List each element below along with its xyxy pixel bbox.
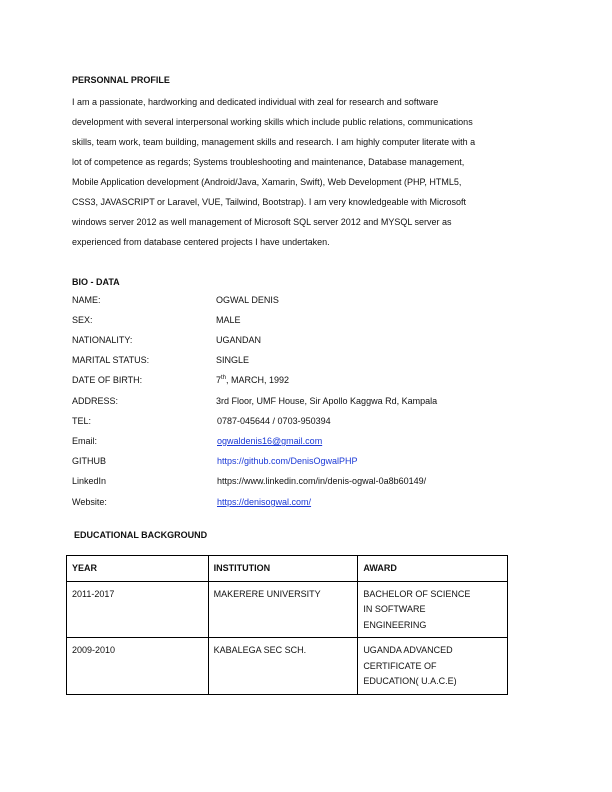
bio-label: NATIONALITY: [72, 335, 133, 345]
profile-line: Mobile Application development (Android/Java, Xamarin, Swift), Web Development (PHP, HTML5, [72, 177, 462, 187]
award-line: EDUCATION( U.A.C.E) [363, 676, 457, 686]
personal-profile-heading: PERSONNAL PROFILE [72, 75, 170, 85]
dob-rest: , MARCH, 1992 [226, 375, 290, 385]
bio-data-heading: BIO - DATA [72, 277, 120, 287]
education-table [66, 555, 508, 695]
profile-line: CSS3, JAVASCRIPT or Laravel, VUE, Tailwind, Bootstrap). I am very knowledgeable with Microsoft [72, 197, 466, 207]
cell-institution: MAKERERE UNIVERSITY [208, 581, 358, 638]
award-line: UGANDA ADVANCED [363, 645, 453, 655]
dob-day: 7 [216, 375, 222, 385]
bio-label: ADDRESS: [72, 396, 119, 406]
dob-ordinal-suffix: th [221, 375, 227, 381]
column-header-institution: INSTITUTION [208, 556, 358, 582]
bio-label: MARITAL STATUS: [72, 355, 150, 365]
personal-profile-paragraph [72, 92, 532, 252]
bio-label: Website: [72, 497, 107, 507]
column-header-award: AWARD [358, 556, 508, 582]
table-row [67, 638, 508, 695]
award-line: ENGINEERING [363, 619, 427, 630]
bio-value-sex: MALE [216, 315, 241, 325]
bio-value-tel: 0787-045644 / 0703-950394 [217, 416, 331, 426]
bio-label: DATE OF BIRTH: [72, 375, 143, 385]
bio-value-marital-status: SINGLE [216, 355, 250, 365]
profile-line: experienced from database centered projects I have undertaken. [72, 237, 330, 247]
profile-line: development with several interpersonal working skills which include public relations, communications [72, 117, 473, 127]
profile-line: lot of competence as regards; Systems troubleshooting and maintenance, Database management, [72, 157, 465, 167]
table-header-row [67, 556, 508, 582]
cell-year: 2011-2017 [67, 581, 209, 638]
column-header-year: YEAR [67, 556, 209, 582]
profile-line: windows server 2012 as well management of Microsoft SQL server 2012 and MYSQL server as [72, 217, 452, 227]
bio-label: NAME: [72, 295, 101, 305]
bio-label: Email: [72, 436, 98, 446]
award-line: IN SOFTWARE [363, 604, 426, 614]
cell-award [358, 638, 508, 695]
award-line: BACHELOR OF SCIENCE [363, 588, 471, 599]
bio-label: TEL: [72, 416, 92, 426]
bio-label: SEX: [72, 315, 93, 325]
bio-value-nationality: UGANDAN [216, 335, 262, 345]
bio-value-name: OGWAL DENIS [216, 295, 279, 305]
cell-award [358, 581, 508, 638]
cell-year: 2009-2010 [67, 638, 209, 695]
github-link[interactable]: https://github.com/DenisOgwalPHP [217, 456, 358, 466]
bio-value-date-of-birth [216, 375, 289, 385]
profile-line: I am a passionate, hardworking and dedicated individual with zeal for research and software [72, 97, 439, 107]
profile-line: skills, team work, team building, management skills and research. I am highly computer literate with a [72, 137, 476, 147]
email-link[interactable]: ogwaldenis16@gmail.com [217, 436, 323, 446]
bio-label: GITHUB [72, 456, 107, 466]
table-row [67, 581, 508, 638]
educational-background-heading: EDUCATIONAL BACKGROUND [74, 530, 208, 540]
bio-label: LinkedIn [72, 476, 107, 486]
cell-institution: KABALEGA SEC SCH. [208, 638, 358, 695]
bio-value-linkedin: https://www.linkedin.com/in/denis-ogwal-0a8b60149/ [217, 476, 427, 486]
website-link[interactable]: https://denisogwal.com/ [217, 497, 312, 507]
bio-value-address: 3rd Floor, UMF House, Sir Apollo Kaggwa Rd, Kampala [216, 396, 438, 406]
award-line: CERTIFICATE OF [363, 660, 437, 671]
